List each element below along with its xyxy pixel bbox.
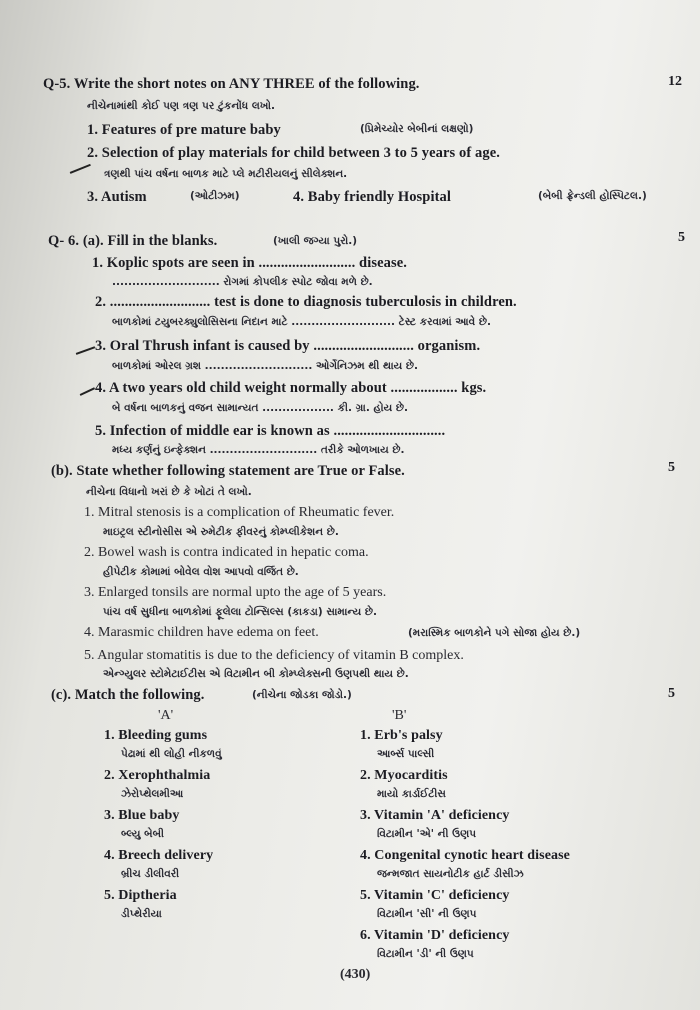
q6a-item-1: 1. Koplic spots are seen in .......................... disease. <box>92 255 407 271</box>
q6c-marks: 5 <box>668 686 675 701</box>
q6a-item-3: 3. Oral Thrush infant is caused by ........................... organism. <box>95 338 481 354</box>
q5-title: Q-5. Write the short notes on ANY THREE of the following. <box>43 76 420 92</box>
q6a-item-4: 4. A two years old child weight normally about .................. kgs. <box>95 380 487 396</box>
pen-tick-mark <box>70 164 91 174</box>
match-item: 6. Vitamin 'D' deficiency <box>360 928 510 943</box>
column-a-heading: 'A' <box>158 708 174 723</box>
q5-item-3: 3. Autism <box>87 189 147 205</box>
q6b-gujarati: નીચેના વિધાનો ખરાં છે કે ખોટાં તે લખો. <box>86 486 252 498</box>
q5-item-4: 4. Baby friendly Hospital <box>293 189 451 205</box>
q6b-title: (b). State whether following statement are True or False. <box>51 463 405 479</box>
q5-item-4-gu: (બેબી ફ્રેન્ડલી હોસ્પિટલ.) <box>538 190 647 202</box>
column-b-heading: 'B' <box>392 708 407 723</box>
q6b-item-4: 4. Marasmic children have edema on feet. <box>84 625 319 640</box>
match-item-gu: ડીપ્થેરીયા <box>121 908 162 920</box>
match-item: 1. Bleeding gums <box>104 728 208 743</box>
match-item-gu: બ્રીચ ડીલીવરી <box>121 868 180 880</box>
match-item-gu: ઝેરોપ્થેલમીઆ <box>121 788 184 800</box>
match-item-gu: જન્મજાત સાયનોટીક હાર્ટ ડીસીઝ <box>377 868 524 880</box>
q6-title-gu: (ખાલી જગ્યા પુરો.) <box>273 235 358 247</box>
match-item-gu: આર્બ્સ પાલ્સી <box>377 748 435 760</box>
q5-item-1: 1. Features of pre mature baby <box>87 122 281 138</box>
q5-gujarati: નીચેનામાંથી કોઈ પણ ત્રણ પર ટુંકનોંધ લખો. <box>87 100 276 112</box>
q6a-marks: 5 <box>678 230 685 245</box>
q6-title: Q- 6. (a). Fill in the blanks. <box>48 233 218 249</box>
match-item: 2. Myocarditis <box>360 768 448 783</box>
q6c-title-gu: (નીચેના જોડકા જોડો.) <box>252 689 352 701</box>
match-item-gu: વિટામીન 'સી' ની ઉણપ <box>377 908 477 920</box>
q6b-item-5-gu: એન્ગ્યુલર સ્ટોમેટાઈટીસ એ વિટામીન બી કોમ્પ્લેક્સની ઉણપથી થાય છે. <box>103 668 409 680</box>
match-item: 1. Erb's palsy <box>360 728 443 743</box>
match-item-gu: પેઢામાં થી લોહી નીકળવું <box>121 748 222 760</box>
pen-tick-mark <box>80 387 95 395</box>
match-item: 4. Breech delivery <box>104 848 214 863</box>
q6a-item-2: 2. ........................... test is done to diagnosis tuberculosis in children. <box>95 294 517 310</box>
q6a-item-4-gu: બે વર્ષના બાળકનું વજન સામાન્યત .................. કી. ગ્રા. હોય છે. <box>112 402 408 414</box>
q6a-item-5-gu: મધ્ય કર્ણનું ઇન્ફેક્શન ........................... તરીકે ઓળખાય છે. <box>112 444 405 456</box>
q6b-item-1-gu: માઇટ્રલ સ્ટીનોસીસ એ રુમેટીક ફીવરનું કોમ્પ્લીકેશન છે. <box>103 526 339 538</box>
match-item-gu: માયો કાર્ડાઈટીસ <box>377 788 446 800</box>
q5-item-2-gu: ત્રણથી પાંચ વર્ષના બાળક માટે પ્લે મટીરીયલનું સીલેક્શન. <box>104 168 348 180</box>
q5-item-3-gu: (ઓટીઝમ) <box>190 190 240 202</box>
q6b-item-3: 3. Enlarged tonsils are normal upto the age of 5 years. <box>84 585 387 600</box>
q5-item-1-gu: (પ્રિમેચ્યોર બેબીનાં લક્ષણો) <box>360 123 474 135</box>
q6c-title: (c). Match the following. <box>51 687 205 703</box>
q6b-item-4-gu: (મરાસ્મિક બાળકોને પગે સોજા હોય છે.) <box>408 627 581 639</box>
q6a-item-2-gu: બાળકોમાં ટયુબરક્યુલોસિસના નિદાન માટે .......................... ટેસ્ટ કરવામાં આવે છે. <box>112 316 491 328</box>
q6b-item-2-gu: હીપેટીક કોમામાં બોવેલ વોશ આપવો વર્જિત છે. <box>103 566 299 578</box>
match-item-gu: બ્લ્યુ બેબી <box>121 828 164 840</box>
match-item: 3. Blue baby <box>104 808 180 823</box>
match-item: 5. Vitamin 'C' deficiency <box>360 888 510 903</box>
match-item: 3. Vitamin 'A' deficiency <box>360 808 510 823</box>
q5-marks: 12 <box>668 74 682 89</box>
q6a-item-3-gu: બાળકોમાં ઓરલ ગ્રશ ........................... ઓર્ગેનિઝમ થી થાય છે. <box>112 360 419 372</box>
q6b-item-3-gu: પાંચ વર્ષ સુધીના બાળકોમાં ફૂલેલા ટોન્સિલ્સ (કાકડા) સામાન્ય છે. <box>103 606 378 618</box>
q6b-item-2: 2. Bowel wash is contra indicated in hepatic coma. <box>84 545 369 560</box>
match-item-gu: વિટામીન 'ડી' ની ઉણપ <box>377 948 474 960</box>
match-item: 4. Congenital cynotic heart disease <box>360 848 570 863</box>
q6a-item-1-gu: ........................... રોગમાં કોપલીક સ્પોટ જોવા મળે છે. <box>112 276 373 288</box>
page-number: (430) <box>340 967 371 982</box>
q6b-item-5: 5. Angular stomatitis is due to the deficiency of vitamin B complex. <box>84 648 464 663</box>
match-item-gu: વિટામીન 'એ' ની ઉણપ <box>377 828 477 840</box>
q6b-marks: 5 <box>668 460 675 475</box>
match-item: 2. Xerophthalmia <box>104 768 211 783</box>
pen-tick-mark <box>76 346 95 354</box>
match-item: 5. Diptheria <box>104 888 177 903</box>
q6a-item-5: 5. Infection of middle ear is known as .............................. <box>95 423 446 439</box>
q5-item-2: 2. Selection of play materials for child between 3 to 5 years of age. <box>87 145 500 161</box>
q6b-item-1: 1. Mitral stenosis is a complication of Rheumatic fever. <box>84 505 395 520</box>
